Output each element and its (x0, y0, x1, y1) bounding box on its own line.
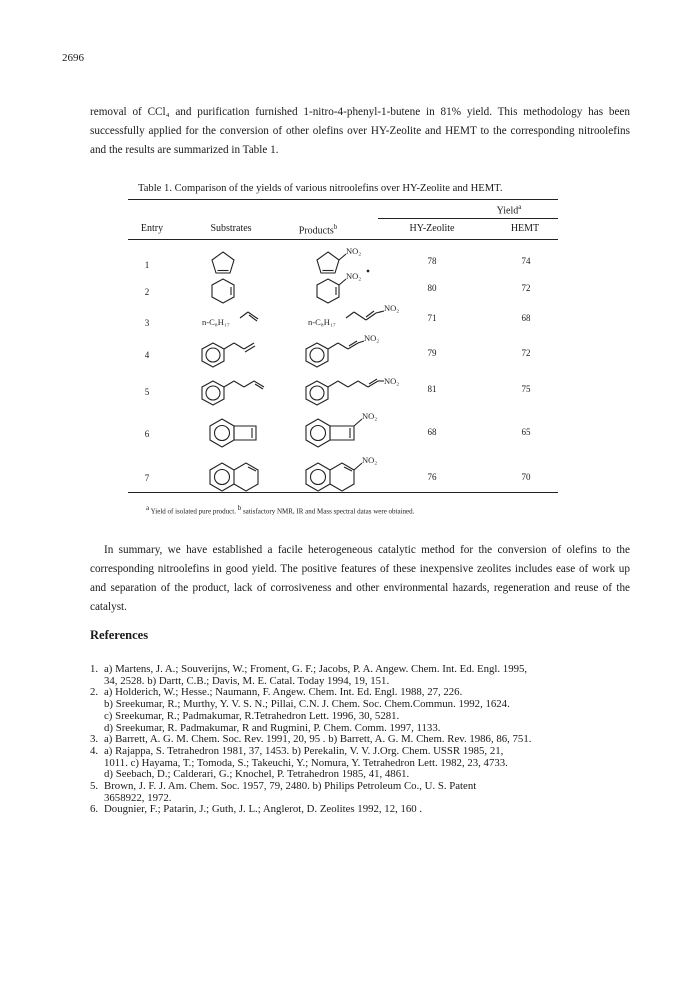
table-footnote: $^a$ Yield of isolated pure product. $^b$ satisfactory NMR, IR and Mass spectral datas were obtained. (146, 504, 415, 516)
row-1-hy: 78 (427, 256, 437, 266)
page-number: 2696 (62, 52, 84, 64)
table-bottom-rule (128, 492, 558, 493)
product-6-nitroindene (304, 405, 404, 449)
svg-text:n-C₈H₁₇: n-C₈H₁₇ (202, 317, 230, 327)
row-4-hy: 79 (427, 348, 437, 358)
substrate-1-cyclopentene (210, 250, 236, 276)
reference-item: 4. a) Rajappa, S. Tetrahedron 1981, 37, 1453. b) Perekalin, V. V. J.Org. Chem. USSR 1985, 21, 1011. c) Hayama, T.; Tomoda, S.; Takeuchi, Y.; Nomura, Y. Tetrahedron Lett. 1982, 23, 4733. d) Seebach, D.; Calderari, G.; Knochel, P. Tetrahedron 1985, 41, 4861. (90, 744, 508, 781)
col-products: Products$^b$ (298, 223, 338, 237)
row-7-hemt: 70 (521, 472, 531, 482)
product-7-nitrodihydronaphthalene (304, 449, 404, 493)
summary-paragraph: In summary, we have established a facile heterogeneous catalytic method for the conversion of olefins to the corresponding nitroolefins in good yield. The positive features of these inexpensive zeolites includes ease of work up and separation of the product, lack of corrosiveness and other environmental hazards, regeneration and reuse of the catalyst. (90, 544, 630, 613)
substrate-3-decene (202, 305, 282, 329)
svg-text:NO₂: NO₂ (362, 411, 378, 421)
col-substrates: Substrates (210, 223, 252, 234)
table-top-rule (128, 199, 558, 200)
product-5-nitrophenylbutene (304, 367, 434, 407)
row-6-hy: 68 (427, 427, 437, 437)
yield-header: Yield$^a$ (496, 203, 522, 217)
substrate-2-cyclohexene (210, 277, 236, 305)
substrate-5-phenylbutene (200, 373, 284, 407)
row-4-entry: 4 (144, 350, 150, 360)
row-3-hy: 71 (427, 313, 437, 323)
results-table (128, 199, 558, 493)
row-5-entry: 5 (144, 387, 150, 397)
svg-text:NO₂: NO₂ (346, 246, 362, 256)
substrate-6-indene (208, 415, 264, 449)
reference-item: 1. a) Martens, J. A.; Souverijns, W.; Froment, G. F.; Jacobs, P. A. Angew. Chem. Int. Ed. Engl. 1995, 34, 2528. b) Dartt, C.B.; Davis, M. E. Catal. Today 1994, 19, 151. (90, 663, 528, 687)
svg-text:NO₂: NO₂ (362, 455, 378, 465)
row-2-entry: 2 (144, 287, 150, 297)
substrate-7-dihydronaphthalene (208, 459, 268, 493)
row-2-hemt: 72 (521, 283, 531, 293)
svg-text:NO₂: NO₂ (384, 303, 400, 313)
row-1-entry: 1 (144, 260, 150, 270)
table-caption: Table 1. Comparison of the yields of various nitroolefins over HY-Zeolite and HEMT. (138, 183, 503, 194)
row-2-hy: 80 (427, 283, 437, 293)
references-heading: References (90, 628, 149, 642)
svg-text:NO₂: NO₂ (384, 376, 400, 386)
row-7-entry: 7 (144, 473, 150, 483)
row-4-hemt: 72 (521, 348, 531, 358)
reference-item: 3. a) Barrett, A. G. M. Chem. Soc. Rev. 1991, 20, 95 . b) Barrett, A. G. M. Chem. Rev. 1986, 86, 751. (90, 733, 532, 746)
col-entry: Entry (140, 223, 164, 234)
col-hemt: HEMT (510, 223, 540, 234)
row-1-hemt: 74 (521, 256, 531, 266)
row-5-hy: 81 (427, 384, 437, 394)
references-list (90, 664, 650, 816)
svg-text:NO₂: NO₂ (364, 333, 380, 343)
product-4-nitrostyrene-derivative (304, 329, 394, 369)
svg-text:n-C₈H₁₇: n-C₈H₁₇ (308, 317, 336, 327)
row-3-hemt: 68 (521, 313, 531, 323)
reference-item: 6. Dougnier, F.; Patarin, J.; Guth, J. L.; Anglerot, D. Zeolites 1992, 12, 160 . (90, 803, 423, 816)
reference-item: 2. a) Holderich, W.; Hesse.; Naumann, F. Angew. Chem. Int. Ed. Engl. 1988, 27, 226. b) Sreekumar, R.; Murthy, Y. V. S. N.; Pillai, C.N. J. Chem. Soc. Chem.Commun. 1992, 1624. c) Sreekumar, R.; Padmakumar, R.Tetrahedron Lett. 1996, 30, 5281. d) Sreekumar, R. Padmakumar, R and Rugmini, P. Chem. Comm. 1997, 1133. (90, 686, 510, 734)
product-3-nitrodecene (308, 299, 418, 329)
substrate-4-allylbenzene (200, 337, 266, 369)
col-hy-zeolite: HY-Zeolite (409, 223, 455, 234)
row-3-entry: 3 (144, 318, 150, 328)
yield-subrule (378, 218, 558, 219)
row-6-entry: 6 (144, 429, 150, 439)
table-header-rule (128, 239, 558, 240)
reference-item: 5. Brown, J. F. J. Am. Chem. Soc. 1957, 79, 2480. b) Philips Petroleum Co., U. S. Patent 3658922, 1972. (90, 780, 477, 804)
row-7-hy: 76 (427, 472, 437, 482)
intro-paragraph: removal of CCl₄ and purification furnished 1-nitro-4-phenyl-1-butene in 81% yield. This methodology has been successfully applied for the conversion of other olefins over HY-Zeolite and HEMT to the corresponding nitroolefins and the results are summarized in Table 1. (90, 106, 630, 156)
row-6-hemt: 65 (521, 427, 531, 437)
row-5-hemt: 75 (521, 384, 531, 394)
svg-text:NO₂: NO₂ (346, 271, 362, 281)
